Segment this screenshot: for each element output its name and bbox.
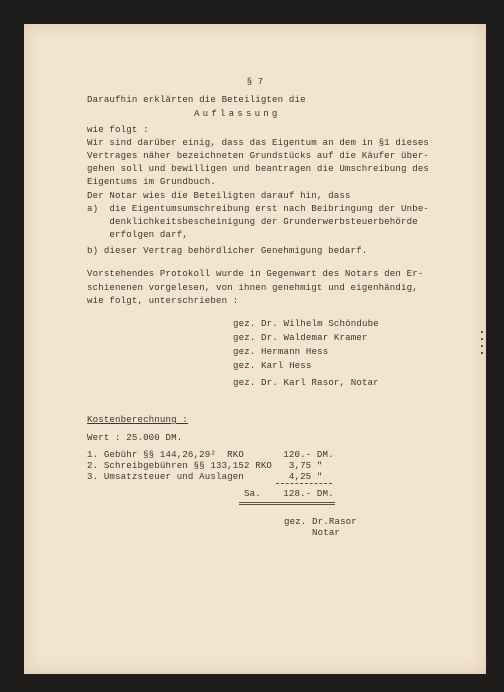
cost-item: 3. Umsatzsteuer und Auslagen 4,25 " bbox=[87, 471, 323, 482]
sum-rule bbox=[276, 483, 332, 484]
body-line: Vertrages näher bezeichneten Grundstücks auf die Käufer über- bbox=[87, 150, 430, 161]
body-line: a) die Eigentumsumschreibung erst nach Beibringung der Unbe- bbox=[87, 203, 430, 214]
closing-line: schienenen vorgelesen, von ihnen genehmigt und eigenhändig, bbox=[87, 282, 418, 293]
cost-signer-role: Notar bbox=[312, 527, 341, 538]
signature-line: gez. Dr. Waldemar Kramer bbox=[233, 332, 368, 343]
section-number: § 7 bbox=[246, 76, 264, 87]
costs-title: Kostenberechnung : bbox=[87, 414, 188, 425]
binding-holes bbox=[481, 331, 484, 359]
cost-signer: gez. Dr.Rasor bbox=[284, 516, 357, 527]
costs-value: Wert : 25.000 DM. bbox=[87, 432, 183, 443]
closing-line: wie folgt, unterschrieben : bbox=[87, 295, 239, 306]
body-line: Eigentums im Grundbuch. bbox=[87, 176, 216, 187]
costs-sum: Sa. 128.- DM. bbox=[244, 488, 334, 499]
double-rule bbox=[239, 502, 335, 503]
body-line: Wir sind darüber einig, dass das Eigentum an dem in §1 dieses bbox=[87, 137, 430, 148]
body-line: wie folgt : bbox=[87, 124, 149, 135]
intro-line: Daraufhin erklärten die Beteiligten die bbox=[87, 94, 306, 105]
body-line: b) dieser Vertrag behördlicher Genehmigung bedarf. bbox=[87, 245, 368, 256]
document-page bbox=[24, 24, 486, 674]
cost-item: 1. Gebühr §§ 144,26,29² RKO 120.- DM. bbox=[87, 449, 334, 460]
body-line: gehen soll und bewilligen und beantragen die Umschreibung des bbox=[87, 163, 430, 174]
body-line: denklichkeitsbescheinigung der Grunderwerbsteuerbehörde bbox=[87, 216, 418, 227]
signature-line: gez. Karl Hess bbox=[233, 360, 312, 371]
body-line: erfolgen darf, bbox=[87, 229, 188, 240]
double-rule bbox=[239, 504, 335, 505]
heading-auflassung: Auflassung bbox=[194, 108, 281, 119]
signature-line: gez. Dr. Karl Rasor, Notar bbox=[233, 377, 379, 388]
signature-line: gez. Hermann Hess bbox=[233, 346, 329, 357]
body-line: Der Notar wies die Beteiligten darauf hin, dass bbox=[87, 190, 351, 201]
cost-item: 2. Schreibgebühren §§ 133,152 RKO 3,75 " bbox=[87, 460, 323, 471]
closing-line: Vorstehendes Protokoll wurde in Gegenwart des Notars den Er- bbox=[87, 268, 424, 279]
signature-line: gez. Dr. Wilhelm Schöndube bbox=[233, 318, 379, 329]
